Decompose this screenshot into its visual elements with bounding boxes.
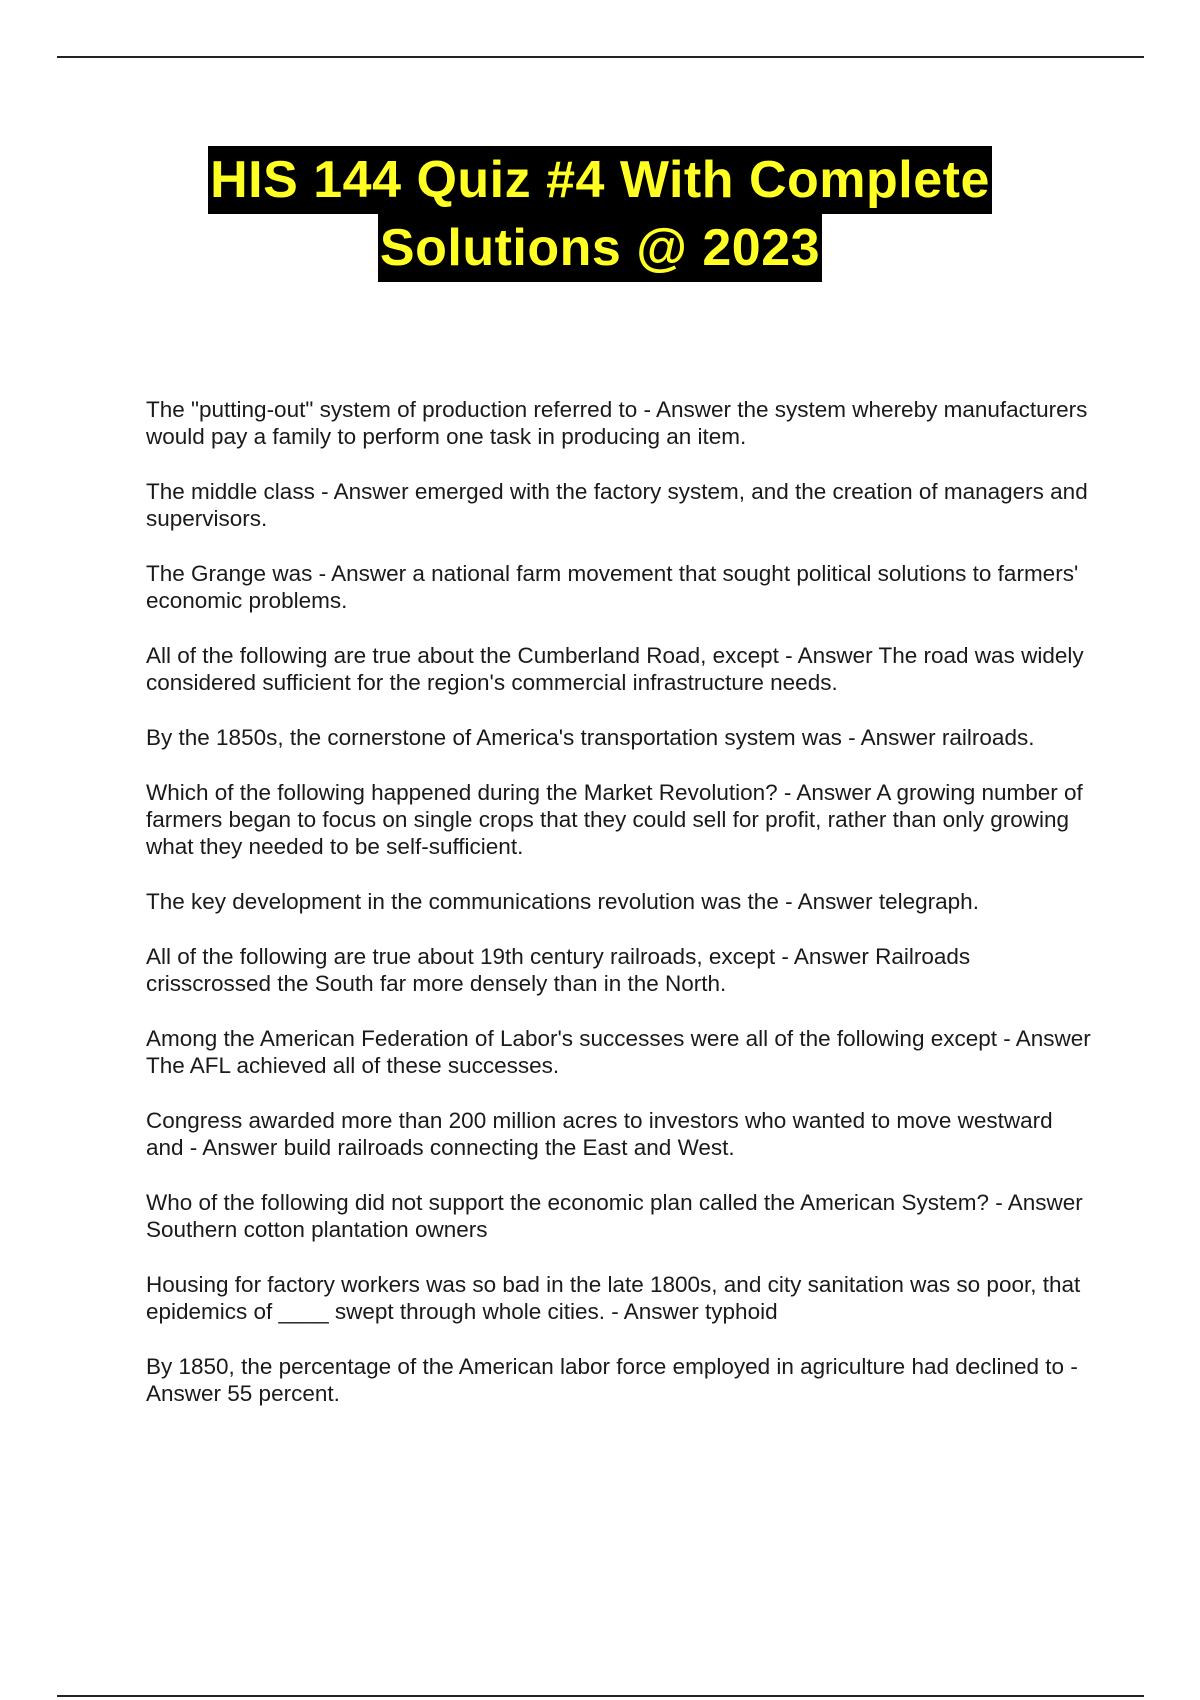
bottom-divider [57, 1695, 1144, 1697]
qa-item: The middle class - Answer emerged with the factory system, and the creation of managers and supervisors. [146, 479, 1088, 531]
qa-item: Congress awarded more than 200 million acres to investors who wanted to move westward and - Answer build railroads connecting the East and West. [146, 1108, 1053, 1160]
question-answer-list [146, 396, 1096, 1435]
qa-item: All of the following are true about 19th century railroads, except - Answer Railroads crisscrossed the South far more densely than in the North. [146, 944, 971, 996]
qa-item: Which of the following happened during the Market Revolution? - Answer A growing number of farmers began to focus on single crops that they could sell for profit, rather than only growing what they needed to be self-sufficient. [146, 780, 1083, 859]
document-title [0, 146, 1200, 282]
top-divider [57, 56, 1144, 58]
qa-item: The key development in the communications revolution was the - Answer telegraph. [146, 889, 979, 914]
title-line-1: HIS 144 Quiz #4 With Complete [208, 146, 992, 214]
qa-item: By 1850, the percentage of the American labor force employed in agriculture had declined to - Answer 55 percent. [146, 1354, 1078, 1406]
qa-item: All of the following are true about the Cumberland Road, except - Answer The road was widely considered sufficient for the region's commercial infrastructure needs. [146, 643, 1084, 695]
title-line-2: Solutions @ 2023 [378, 214, 822, 282]
qa-item: By the 1850s, the cornerstone of America's transportation system was - Answer railroads. [146, 725, 1035, 750]
qa-item: The "putting-out" system of production referred to - Answer the system whereby manufacturers would pay a family to perform one task in producing an item. [146, 397, 1088, 449]
qa-item: The Grange was - Answer a national farm movement that sought political solutions to farmers' economic problems. [146, 561, 1079, 613]
qa-item: Housing for factory workers was so bad in the late 1800s, and city sanitation was so poor, that epidemics of ____ swept through whole cities. - Answer typhoid [146, 1272, 1081, 1324]
qa-item: Among the American Federation of Labor's successes were all of the following except - Answer The AFL achieved all of these successes. [146, 1026, 1091, 1078]
qa-item: Who of the following did not support the economic plan called the American System? - Answer Southern cotton plantation owners [146, 1190, 1083, 1242]
